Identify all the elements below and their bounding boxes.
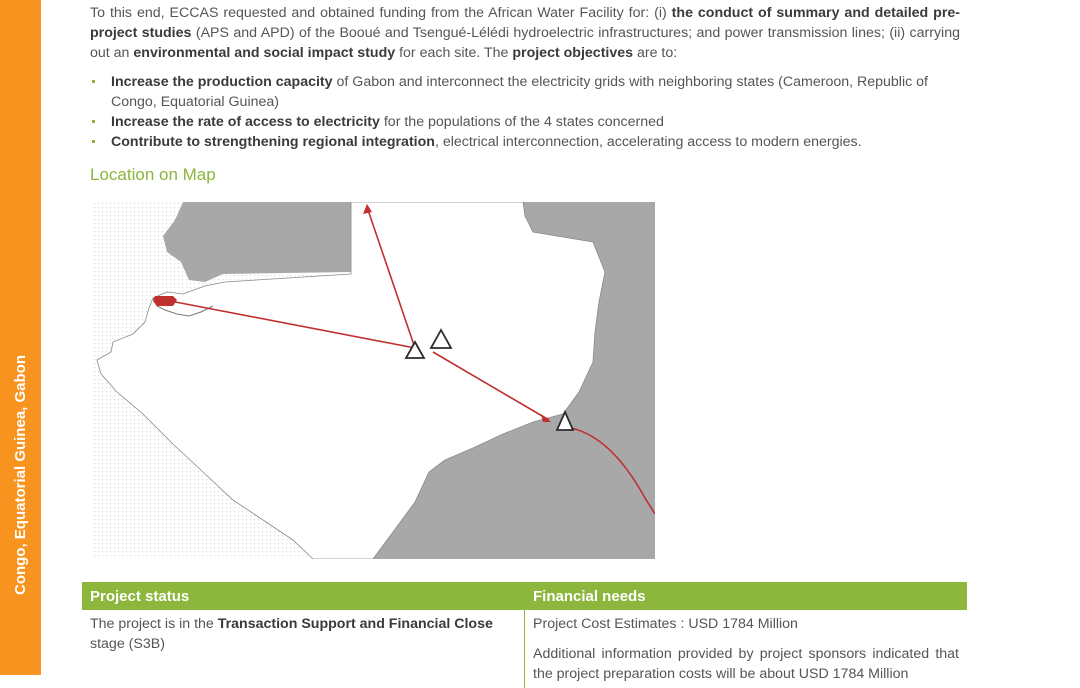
financial-needs-header: Financial needs [525,582,968,610]
table-header-row [82,582,967,610]
cost-estimate-text: Project Cost Estimates : USD 1784 Million [533,616,798,632]
intro-text-1: To this end, ECCAS requested and obtained funding from the African Water Facility for: (i) [90,5,672,21]
objective-item [90,112,960,132]
intro-bold-3: project objectives [512,45,634,61]
map-section-heading: Location on Map [90,165,216,184]
status-text-prefix: The project is in the [90,616,218,632]
objective-text: for the populations of the 4 states concerned [379,114,664,130]
location-map [93,202,655,559]
intro-bold-1: the conduct of summary and detailed pre-project studies [90,5,960,41]
objective-bold: Contribute to strengthening regional integration [111,134,435,150]
intro-bold-2: environmental and social impact study [133,45,396,61]
project-info-table [82,582,967,688]
table-row [82,610,967,688]
equatorial-guinea-region [163,202,351,282]
coastal-city-marker [153,296,177,306]
intro-text-2: (APS and APD) of the Booué and Tsengué-Lélédi hydroelectric infrastructures; and power transmission lines; (ii) carrying out an [90,25,960,61]
intro-paragraph [90,3,960,63]
project-status-cell [82,610,525,688]
objectives-list [90,72,960,152]
objective-item [90,72,960,112]
objective-text: of Gabon and interconnect the electricity grids with neighboring states (Cameroon, Republic of Congo, Equatorial Guinea) [111,74,928,110]
project-status-header: Project status [82,582,525,610]
intro-text-3: for each site. The [395,45,513,61]
financial-needs-cell [525,610,968,688]
status-text-suffix: stage (S3B) [90,636,165,652]
objective-bold: Increase the rate of access to electricity [111,114,380,130]
main-content [90,0,960,152]
status-stage-bold: Transaction Support and Financial Close [217,616,493,632]
intro-text-4: are to: [633,45,678,61]
objective-bold: Increase the production capacity [111,74,333,90]
objective-text: , electrical interconnection, accelerating access to modern energies. [434,134,862,150]
map-graphic [93,202,655,559]
side-color-bar [0,0,41,675]
objective-item [90,132,960,152]
additional-info-text: Additional information provided by project sponsors indicated that the project preparation costs will be about USD 1784 Million [533,646,959,682]
side-country-label: Congo, Equatorial Guinea, Gabon [12,355,29,596]
